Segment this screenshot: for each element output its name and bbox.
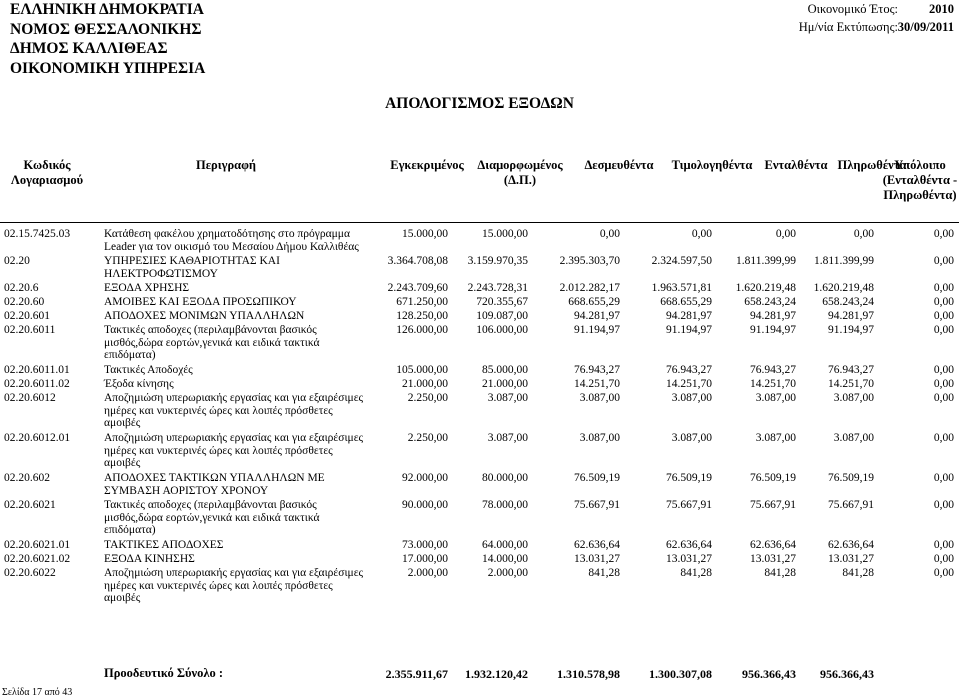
expense-table — [0, 228, 959, 607]
amount-committed: 62.636,64 — [574, 539, 620, 551]
column-header-account-code — [0, 158, 107, 188]
account-code: 02.20.6021.02 — [4, 553, 71, 565]
amount-ordered: 1.811.399,99 — [736, 255, 796, 267]
amount-ordered: 841,28 — [764, 567, 796, 579]
running-total-invoiced: 1.300.307,08 — [649, 667, 712, 681]
amount-balance: 0,00 — [933, 228, 954, 240]
amount-paid: 3.087,00 — [833, 392, 874, 404]
account-code: 02.20 — [4, 255, 30, 267]
amount-revised: 2.243.728,31 — [467, 282, 528, 294]
amount-balance: 0,00 — [933, 392, 954, 404]
amount-approved: 128.250,00 — [396, 310, 448, 322]
amount-ordered: 76.509,19 — [750, 472, 796, 484]
account-description: Κατάθεση φακέλου χρηματοδότησης στο πρόγραμμα Leader για τον οικισμό του Μεσαίου Δήμου Καλλιθέας — [104, 228, 359, 253]
account-code: 02.20.6012 — [4, 392, 56, 404]
amount-invoiced: 841,28 — [680, 567, 712, 579]
amount-ordered: 3.087,00 — [755, 392, 796, 404]
account-description: Αποζημιώση υπερωριακής εργασίας και για εξαιρέσιμες ημέρες και νυκτερινές ώρες και λοιπές πρόσθετες αμοιβές — [104, 392, 364, 429]
amount-balance: 0,00 — [933, 282, 954, 294]
amount-revised: 3.087,00 — [487, 432, 528, 444]
account-description: ΑΠΟΔΟΧΕΣ ΜΟΝΙΜΩΝ ΥΠΑΛΛΗΛΩΝ — [104, 310, 305, 322]
amount-revised: 3.087,00 — [487, 392, 528, 404]
amount-balance: 0,00 — [933, 296, 954, 308]
amount-paid: 62.636,64 — [828, 539, 874, 551]
table-row — [0, 499, 959, 539]
amount-balance: 0,00 — [933, 539, 954, 551]
amount-approved: 2.250,00 — [407, 392, 448, 404]
column-header-line: Δεσμευθέντα — [584, 158, 654, 172]
account-description: Τακτικές αποδοχες (περιλαμβάνονται βασικός μισθός,δώρα εορτών,γενικά και ειδικά τακτικά επιδόματα) — [104, 499, 320, 536]
amount-revised: 720.355,67 — [476, 296, 528, 308]
table-row — [0, 364, 959, 378]
running-total-committed: 1.310.578,98 — [557, 667, 620, 681]
column-header-line: Πληρωθέντα) — [883, 188, 957, 202]
column-header-balance — [860, 158, 959, 203]
fiscal-year — [710, 2, 954, 20]
column-header-line: (Δ.Π.) — [503, 173, 537, 187]
municipality-line: ΔΗΜΟΣ ΚΑΛΛΙΘΕΑΣ — [10, 40, 168, 57]
account-code: 02.20.602 — [4, 472, 50, 484]
fiscal-year-label: Οικονομικό Έτος: — [807, 2, 898, 16]
amount-invoiced: 94.281,97 — [666, 310, 712, 322]
amount-revised: 64.000,00 — [482, 539, 528, 551]
account-code: 02.20.6011.02 — [4, 378, 70, 390]
amount-paid: 75.667,91 — [828, 499, 874, 511]
column-header-line: Υπόλοιπο — [894, 158, 946, 172]
account-code: 02.20.6021.01 — [4, 539, 71, 551]
account-code: 02.20.6 — [4, 282, 39, 294]
amount-approved: 15.000,00 — [402, 228, 448, 240]
table-row — [0, 310, 959, 324]
amount-approved: 21.000,00 — [402, 378, 448, 390]
column-header-line: Εγκεκριμένος — [390, 158, 464, 172]
account-description: Αποζημιώση υπερωριακής εργασίας και για εξαιρέσιμες ημέρες και νυκτερινές ώρες και λοιπές πρόσθετες αμοιβές — [104, 567, 364, 604]
amount-revised: 3.159.970,35 — [467, 255, 528, 267]
amount-paid: 1.620.219,48 — [813, 282, 874, 294]
column-header-line: Ενταλθέντα — [764, 158, 828, 172]
amount-approved: 92.000,00 — [402, 472, 448, 484]
amount-revised: 2.000,00 — [487, 567, 528, 579]
amount-invoiced: 62.636,64 — [666, 539, 712, 551]
amount-approved: 73.000,00 — [402, 539, 448, 551]
print-date-value: 30/09/2011 — [897, 20, 954, 34]
table-row — [0, 472, 959, 499]
amount-paid: 94.281,97 — [828, 310, 874, 322]
amount-revised: 109.087,00 — [476, 310, 528, 322]
amount-ordered: 658.243,24 — [744, 296, 796, 308]
amount-balance: 0,00 — [933, 255, 954, 267]
account-description: Τακτικές αποδοχες (περιλαμβάνονται βασικός μισθός,δώρα εορτών,γενικά και ειδικά τακτικά επιδόματα) — [104, 324, 320, 361]
amount-balance: 0,00 — [933, 499, 954, 511]
amount-revised: 15.000,00 — [482, 228, 528, 240]
amount-invoiced: 3.087,00 — [671, 432, 712, 444]
amount-paid: 658.243,24 — [822, 296, 874, 308]
amount-paid: 91.194,97 — [828, 324, 874, 336]
account-code: 02.20.601 — [4, 310, 50, 322]
table-row — [0, 432, 959, 472]
amount-paid: 3.087,00 — [833, 432, 874, 444]
amount-approved: 671.250,00 — [396, 296, 448, 308]
report-header-left — [10, 0, 205, 78]
table-row — [0, 282, 959, 296]
amount-invoiced: 0,00 — [691, 228, 712, 240]
table-row — [0, 228, 959, 255]
amount-invoiced: 3.087,00 — [671, 392, 712, 404]
column-header-line: Περιγραφή — [195, 158, 257, 172]
table-row — [0, 567, 959, 607]
amount-approved: 2.250,00 — [407, 432, 448, 444]
fiscal-year-value: 2010 — [929, 2, 954, 16]
amount-invoiced: 14.251,70 — [666, 378, 712, 390]
print-date-label: Ημ/νία Εκτύπωσης: — [798, 20, 898, 34]
amount-balance: 0,00 — [933, 310, 954, 322]
amount-balance: 0,00 — [933, 553, 954, 565]
amount-committed: 0,00 — [599, 228, 620, 240]
amount-committed: 75.667,91 — [574, 499, 620, 511]
column-header-line: Λογαριασμού — [10, 173, 84, 187]
amount-invoiced: 76.509,19 — [666, 472, 712, 484]
table-row — [0, 553, 959, 567]
account-description: ΤΑΚΤΙΚΕΣ ΑΠΟΔΟΧΕΣ — [104, 539, 224, 551]
amount-ordered: 3.087,00 — [755, 432, 796, 444]
amount-balance: 0,00 — [933, 567, 954, 579]
account-description: ΥΠΗΡΕΣΙΕΣ ΚΑΘΑΡΙΟΤΗΤΑΣ ΚΑΙ ΗΛΕΚΤΡΟΦΩΤΙΣΜΟΥ — [104, 255, 280, 280]
prefecture-line: ΝΟΜΟΣ ΘΕΣΣΑΛΟΝΙΚΗΣ — [10, 20, 202, 38]
amount-paid: 76.943,27 — [828, 364, 874, 376]
amount-revised: 80.000,00 — [482, 472, 528, 484]
account-code: 02.20.6011 — [4, 324, 56, 336]
column-header-line: Τιμολογηθέντα — [671, 158, 753, 172]
account-code: 02.20.6022 — [4, 567, 56, 579]
amount-ordered: 0,00 — [775, 228, 796, 240]
amount-ordered: 1.620.219,48 — [735, 282, 796, 294]
page-number: Σελίδα 17 από 43 — [2, 687, 73, 698]
table-row — [0, 296, 959, 310]
amount-ordered: 76.943,27 — [750, 364, 796, 376]
amount-revised: 106.000,00 — [476, 324, 528, 336]
amount-balance: 0,00 — [933, 472, 954, 484]
report-header-right — [710, 2, 954, 38]
table-row — [0, 324, 959, 364]
amount-committed: 76.509,19 — [574, 472, 620, 484]
amount-ordered: 62.636,64 — [750, 539, 796, 551]
amount-ordered: 94.281,97 — [750, 310, 796, 322]
amount-paid: 13.031,27 — [828, 553, 874, 565]
table-row — [0, 392, 959, 432]
amount-balance: 0,00 — [933, 378, 954, 390]
account-code: 02.20.60 — [4, 296, 45, 308]
amount-approved: 3.364.708,08 — [387, 255, 448, 267]
amount-revised: 21.000,00 — [482, 378, 528, 390]
table-row — [0, 539, 959, 553]
account-description: Αποζημιώση υπερωριακής εργασίας και για εξαιρέσιμες ημέρες και νυκτερινές ώρες και λοιπές πρόσθετες αμοιβές — [104, 432, 364, 469]
running-total-revised: 1.932.120,42 — [465, 667, 528, 681]
amount-approved: 2.000,00 — [407, 567, 448, 579]
department-line: ΟΙΚΟΝΟΜΙΚΗ ΥΠΗΡΕΣΙΑ — [10, 59, 206, 77]
amount-invoiced: 1.963.571,81 — [651, 282, 712, 294]
header-divider — [0, 222, 959, 223]
amount-approved: 90.000,00 — [402, 499, 448, 511]
amount-approved: 126.000,00 — [396, 324, 448, 336]
account-description: ΑΜΟΙΒΕΣ ΚΑΙ ΕΞΟΔΑ ΠΡΟΣΩΠΙΚΟΥ — [104, 296, 297, 308]
amount-approved: 105.000,00 — [396, 364, 448, 376]
amount-ordered: 91.194,97 — [750, 324, 796, 336]
account-code: 02.20.6021 — [4, 499, 56, 511]
table-row — [0, 378, 959, 392]
column-header-line: Κωδικός — [23, 158, 71, 172]
amount-committed: 13.031,27 — [574, 553, 620, 565]
account-description: ΑΠΟΔΟΧΕΣ ΤΑΚΤΙΚΩΝ ΥΠΑΛΛΗΛΩΝ ΜΕ ΣΥΜΒΑΣΗ ΑΟΡΙΣΤΟΥ ΧΡΟΝΟΥ — [104, 472, 325, 497]
account-description: ΕΞΟΔΑ ΚΙΝΗΣΗΣ — [104, 553, 195, 565]
print-date — [710, 20, 954, 38]
account-description: Έξοδα κίνησης — [104, 378, 174, 390]
amount-committed: 91.194,97 — [574, 324, 620, 336]
running-total-approved: 2.355.911,67 — [385, 667, 448, 681]
account-code: 02.20.6011.01 — [4, 364, 70, 376]
amount-paid: 14.251,70 — [828, 378, 874, 390]
amount-committed: 3.087,00 — [579, 392, 620, 404]
amount-paid: 841,28 — [842, 567, 874, 579]
amount-committed: 76.943,27 — [574, 364, 620, 376]
amount-balance: 0,00 — [933, 432, 954, 444]
amount-ordered: 75.667,91 — [750, 499, 796, 511]
amount-invoiced: 668.655,29 — [660, 296, 712, 308]
amount-revised: 14.000,00 — [482, 553, 528, 565]
account-code: 02.15.7425.03 — [4, 228, 71, 240]
amount-ordered: 13.031,27 — [750, 553, 796, 565]
amount-invoiced: 76.943,27 — [666, 364, 712, 376]
amount-revised: 78.000,00 — [482, 499, 528, 511]
amount-balance: 0,00 — [933, 364, 954, 376]
amount-paid: 76.509,19 — [828, 472, 874, 484]
column-header-description — [166, 158, 286, 173]
amount-invoiced: 13.031,27 — [666, 553, 712, 565]
country-line: ΕΛΛΗΝΙΚΗ ΔΗΜΟΚΡΑΤΙΑ — [10, 1, 204, 18]
table-row — [0, 255, 959, 282]
report-title: ΑΠΟΛΟΓΙΣΜΟΣ ΕΞΟΔΩΝ — [385, 95, 574, 112]
amount-paid: 0,00 — [853, 228, 874, 240]
amount-committed: 2.395.303,70 — [559, 255, 620, 267]
amount-committed: 668.655,29 — [568, 296, 620, 308]
amount-balance: 0,00 — [933, 324, 954, 336]
running-total-ordered: 956.366,43 — [742, 667, 796, 681]
amount-approved: 2.243.709,60 — [387, 282, 448, 294]
amount-committed: 3.087,00 — [579, 432, 620, 444]
column-header-line: Διαμορφωμένος — [477, 158, 563, 172]
amount-committed: 94.281,97 — [574, 310, 620, 322]
amount-approved: 17.000,00 — [402, 553, 448, 565]
amount-invoiced: 75.667,91 — [666, 499, 712, 511]
account-description: ΕΞΟΔΑ ΧΡΗΣΗΣ — [104, 282, 190, 294]
column-header-line: Πληρωθέντα — [837, 158, 907, 172]
amount-invoiced: 2.324.597,50 — [651, 255, 712, 267]
running-total-label: Προοδευτικό Σύνολο : — [104, 666, 223, 680]
column-header-line: (Ενταλθέντα - — [882, 173, 958, 187]
amount-committed: 2.012.282,17 — [559, 282, 620, 294]
account-description: Τακτικές Αποδοχές — [104, 364, 193, 376]
amount-paid: 1.811.399,99 — [814, 255, 874, 267]
amount-committed: 841,28 — [588, 567, 620, 579]
running-total-paid: 956.366,43 — [820, 667, 874, 681]
amount-committed: 14.251,70 — [574, 378, 620, 390]
amount-revised: 85.000,00 — [482, 364, 528, 376]
amount-invoiced: 91.194,97 — [666, 324, 712, 336]
account-code: 02.20.6012.01 — [4, 432, 71, 444]
amount-ordered: 14.251,70 — [750, 378, 796, 390]
